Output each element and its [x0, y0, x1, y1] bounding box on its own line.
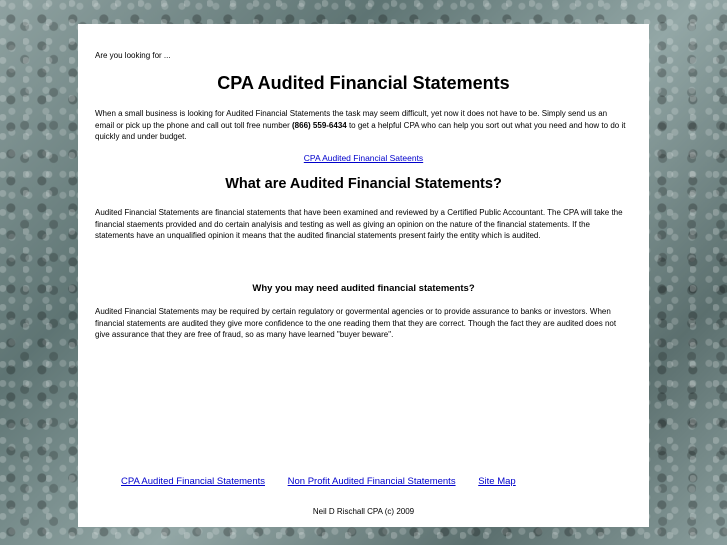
copyright-text: Neil D Rischall CPA (c) 2009 — [312, 507, 415, 516]
intro-paragraph — [95, 108, 628, 143]
footer-link-site-map[interactable]: Site Map — [478, 476, 516, 487]
intro-paragraph-text-after: to get a helpful CPA who can help you sort out what you need and how to do it quickly and under budget. — [95, 120, 626, 141]
center-link-container — [78, 153, 649, 163]
section-heading-why: Why you may need audited financial statements? — [252, 283, 475, 294]
intro-paragraph-text-before: When a small business is looking for Audited Financial Statements the task may seem difficult, yet now it does not have to be. Simply send us an email or pick up the phone and call out toll free number — [95, 109, 608, 130]
footer-link-cpa-audited[interactable]: CPA Audited Financial Statements — [121, 476, 265, 487]
center-link[interactable]: CPA Audited Financial Sateents — [303, 153, 424, 163]
footer-link-non-profit[interactable]: Non Profit Audited Financial Statements — [287, 476, 456, 487]
why-paragraph: Audited Financial Statements may be required by certain regulatory or govermental agencies or to provide assurance to banks or investors. When financial statements are audited they give more confidence to the one reading them that they are correct. Though the fact they are audited does not give assurance that they are free of fraud, so as many have learned "buyer beware". — [95, 307, 617, 339]
phone-number: (866) 559-6434 — [292, 120, 347, 130]
content-panel — [78, 24, 649, 527]
section-heading-what: What are Audited Financial Statements? — [225, 176, 502, 192]
footer-nav — [121, 476, 536, 487]
page-title: CPA Audited Financial Statements — [217, 73, 510, 93]
intro-text: Are you looking for ... — [95, 51, 171, 60]
what-paragraph: Audited Financial Statements are financial statements that have been examined and reviewed by a Certified Public Accountant. The CPA will take the financial staements provided and do certain analyisis and testing as well as giving an opinion on the nature of the financial statements. If the statements have an unqualified opinion it means that the audited financial statements present fairly the entity which is audited. — [95, 208, 623, 240]
